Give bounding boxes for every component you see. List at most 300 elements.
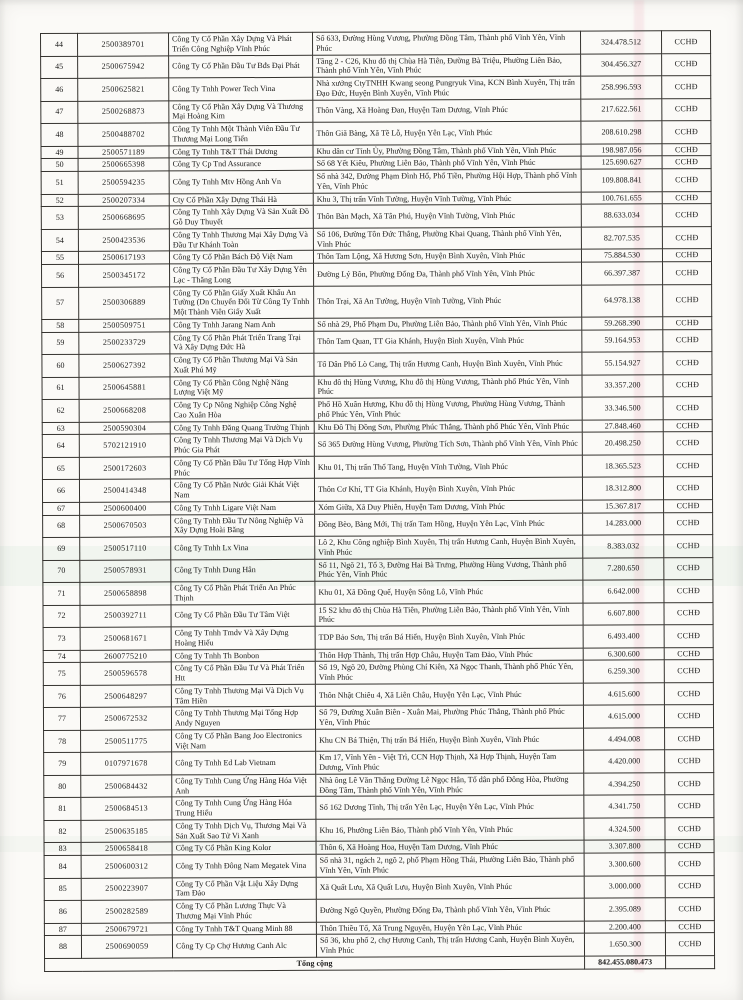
code-cell: CCHĐ — [664, 557, 713, 580]
company-name-cell: Công Ty Cổ Phần Lương Thực Và Thương Mại Vĩnh Phúc — [172, 899, 316, 922]
amount-cell: 59.164.953 — [582, 329, 663, 352]
code-cell: CCHĐ — [664, 602, 713, 625]
company-name-cell: Công Ty Tnhh Mtv Hồng Anh Vn — [169, 170, 313, 193]
table-body — [41, 31, 715, 959]
table-row — [43, 660, 713, 685]
tax-id-cell: 2500679721 — [81, 922, 172, 935]
company-name-cell: Công Ty Tnhh Xây Dựng Và Sản Xuất Đồ Gỗ Duy Thuyết — [169, 206, 313, 229]
company-name-cell: Công Ty Tnhh Đăng Quang Trường Thịnh — [170, 421, 314, 434]
company-name-cell: Công Ty Cổ Phần Bang Joo Electronics Việt Nam — [172, 729, 316, 752]
code-cell: CCHĐ — [662, 204, 711, 227]
tax-id-cell: 2500600312 — [81, 855, 172, 878]
code-cell: CCHĐ — [663, 432, 712, 455]
row-number-cell: 73 — [43, 627, 80, 650]
row-number-cell: 85 — [44, 878, 81, 901]
address-cell: Số nhà 342, Đường Phạm Đình Hổ, Phố Tiền, Phường Hội Hợp, Thành phố Vĩnh Yên, Vĩnh Phúc — [313, 169, 581, 193]
address-cell: Khu 16, Phường Liên Bảo, Thành phố Vĩnh Yên, Vĩnh Phúc — [316, 818, 584, 842]
code-cell: CCHĐ — [664, 580, 713, 603]
address-cell: Km 17, Vĩnh Yên - Việt Trì, CCN Hợp Thịnh, Xã Hợp Thịnh, Huyện Tam Dương, Vĩnh Phúc — [316, 750, 584, 774]
address-cell: Thôn Thiều Tổ, Xã Trung Nguyên, Huyện Yên Lạc, Vĩnh Phúc — [316, 921, 584, 935]
company-name-cell: Công Ty Tnhh Thương Mại Xây Dựng Và Đầu Tư Khánh Toàn — [169, 228, 313, 251]
company-name-cell: Cty Cổ Phần Xây Dựng Thái Hà — [169, 193, 313, 206]
tax-id-cell: 2500658898 — [80, 582, 171, 605]
address-cell: Đường Lý Bôn, Phường Đống Đa, Thành phố Vĩnh Yên, Vĩnh Phúc — [314, 262, 582, 286]
address-cell: Nhà xưởng CtyTNHH Kwang seong Pungryuk Vina, KCN Bình Xuyên, Thị trấn Đạo Đức, Huyện Bình Xuyên, Vĩnh Phúc — [313, 76, 581, 100]
address-cell: Số 162 Dương Tĩnh, Thị trấn Yên Lạc, Huyện Yên Lạc, Vĩnh Phúc — [316, 795, 584, 819]
row-number-cell: 61 — [42, 377, 79, 400]
company-name-cell: Công Ty Cổ Phần Đầu Tư Tâm Việt — [171, 604, 315, 627]
amount-cell: 64.978.138 — [582, 284, 663, 317]
amount-cell: 55.154.927 — [582, 352, 663, 375]
amount-cell: 4.324.500 — [584, 818, 665, 841]
code-cell: CCHĐ — [661, 31, 710, 54]
company-name-cell: Công Ty Tnhh Th Bonbon — [171, 649, 315, 662]
company-name-cell: Công Ty Cổ Phần Xây Dựng Và Phát Triển Công Nghiệp Vĩnh Phúc — [169, 32, 313, 55]
row-number-cell: 64 — [42, 435, 79, 458]
table-row — [44, 772, 714, 797]
code-cell: CCHĐ — [665, 840, 714, 853]
code-cell: CCHĐ — [665, 772, 714, 795]
company-name-cell: Công Ty Tnhh Jarang Nam Anh — [170, 318, 314, 331]
amount-cell: 18.312.800 — [582, 477, 663, 500]
address-cell: Số nhà 29, Phố Phạm Du, Phường Liên Bảo, Thành phố Vĩnh Yên, Vĩnh Phúc — [314, 317, 582, 331]
code-cell: CCHĐ — [663, 284, 712, 316]
company-name-cell: Công Ty Cổ Phần Đầu Tư Bđs Đại Phát — [169, 55, 313, 78]
address-cell: Số 19, Ngõ 20, Đường Phùng Chí Kiên, Xã Ngọc Thanh, Thành phố Phúc Yên, Vĩnh Phúc — [315, 660, 583, 684]
code-cell: CCHĐ — [663, 316, 712, 329]
row-number-cell: 87 — [44, 923, 81, 936]
tax-id-cell: 2500590304 — [79, 421, 170, 434]
table-row — [41, 98, 711, 123]
row-number-cell: 74 — [43, 650, 80, 663]
table-row — [44, 795, 714, 820]
code-cell: CCHĐ — [663, 374, 712, 397]
code-cell: CCHĐ — [662, 226, 711, 249]
total-amount: 842.455.080.473 — [585, 956, 666, 969]
table-area — [40, 30, 714, 971]
amount-cell: 198.987.056 — [581, 143, 662, 156]
row-number-cell: 86 — [44, 900, 81, 923]
table-row — [43, 557, 713, 582]
tax-id-cell: 2500690059 — [81, 935, 172, 958]
row-number-cell: 75 — [43, 663, 80, 686]
table-row — [43, 625, 713, 650]
company-name-cell: Công Ty Cổ Phần Công Nghệ Năng Lượng Việt Mỹ — [170, 376, 314, 399]
table-row — [44, 933, 714, 958]
table-row — [43, 580, 713, 605]
amount-cell: 20.498.250 — [582, 432, 663, 455]
code-cell: CCHĐ — [664, 682, 713, 705]
tax-id-cell: 2500672532 — [80, 707, 171, 730]
tax-id-cell: 2500233729 — [79, 331, 170, 354]
address-cell: TDP Bảo Sơn, Thị trấn Bá Hiến, Huyện Bình Xuyên, Vĩnh Phúc — [315, 625, 583, 649]
tax-id-cell: 2500509751 — [79, 319, 170, 332]
row-number-cell: 47 — [41, 101, 78, 124]
table-row — [44, 875, 714, 900]
tax-id-cell: 2500625821 — [78, 78, 169, 101]
amount-cell: 6.607.800 — [583, 602, 664, 625]
tax-id-cell: 2500668208 — [79, 399, 170, 422]
company-name-cell: Công Ty Tnhh Dung Hân — [171, 559, 315, 582]
tax-id-cell: 2500392711 — [80, 604, 171, 627]
tax-id-cell: 2500389701 — [78, 33, 169, 56]
amount-cell: 6.259.300 — [583, 660, 664, 683]
table-row — [42, 329, 712, 354]
company-name-cell: Công Ty Cổ Phần Phát Triển An Phúc Thịnh — [171, 581, 315, 604]
table-row — [43, 682, 713, 707]
row-number-cell: 76 — [43, 685, 80, 708]
row-number-cell: 80 — [44, 775, 81, 798]
tax-id-cell: 2500223907 — [81, 877, 172, 900]
enforced-taxpayer-table — [40, 30, 715, 971]
amount-cell: 88.633.034 — [581, 204, 662, 227]
table-row — [43, 705, 713, 730]
tax-id-cell: 2500517110 — [80, 537, 171, 560]
amount-cell: 4.494.008 — [584, 728, 665, 751]
company-name-cell: Công Ty Cp Nông Nghiệp Công Nghệ Cao Xuân Hòa — [170, 398, 314, 421]
amount-cell: 324.478.512 — [580, 31, 661, 54]
code-cell: CCHĐ — [664, 660, 713, 683]
row-number-cell: 48 — [41, 123, 78, 146]
company-name-cell: Công Ty Cổ Phần Đầu Tư Tổng Hợp Vĩnh Phúc — [170, 456, 314, 479]
tax-id-cell: 5702121910 — [79, 434, 170, 457]
row-number-cell: 63 — [42, 422, 79, 435]
amount-cell: 15.367.817 — [583, 500, 664, 513]
amount-cell: 100.761.655 — [581, 191, 662, 204]
company-name-cell: Công Ty Tnhh Thương Mại Và Dịch Vụ Tâm Hiền — [171, 684, 315, 707]
tax-id-cell: 2500511775 — [81, 730, 172, 753]
total-code-cell-empty — [666, 955, 715, 968]
row-number-cell: 49 — [41, 146, 78, 159]
address-cell: Số 365 Đường Hùng Vương, Phường Tích Sơn, Thành phố Vĩnh Yên, Vĩnh Phúc — [314, 432, 582, 456]
address-cell: Khu đô thị Hùng Vương, Khu đô thị Hùng Vương, Thành phố Phúc Yên, Vĩnh Phúc — [314, 375, 582, 399]
company-name-cell: Công Ty Tnhh Thương Mại Và Dịch Vụ Phúc Gia Phát — [170, 434, 314, 457]
tax-id-cell: 2500665398 — [78, 158, 169, 171]
code-cell: CCHĐ — [663, 477, 712, 500]
company-name-cell: Công Ty Cổ Phần Giấy Xuất Khẩu An Tường (Dn Chuyển Đổi Từ Công Ty Tnhh Một Thành Viên Giấy Xuất — [170, 286, 314, 319]
address-cell: Số nhà 31, ngách 2, ngõ 2, phố Phạm Hồng Thái, Phường Liên Bảo, Thành phố Vĩnh Yên, Vĩnh Phúc — [316, 853, 584, 877]
row-number-cell: 82 — [44, 820, 81, 843]
address-cell: Lô 2, Khu Công nghiệp Bình Xuyên, Thị trấn Hương Canh, Huyện Bình Xuyên, Vĩnh Phúc — [315, 535, 583, 559]
table-row — [42, 352, 712, 377]
tax-id-cell: 2500571189 — [78, 145, 169, 158]
tax-id-cell: 2500578931 — [80, 559, 171, 582]
code-cell: CCHĐ — [664, 705, 713, 728]
row-number-cell: 59 — [42, 332, 79, 355]
address-cell: Thôn Vàng, Xã Hoàng Đan, Huyện Tam Dương, Vĩnh Phúc — [313, 99, 581, 123]
tax-id-cell: 2500268873 — [78, 100, 169, 123]
amount-cell: 4.394.250 — [584, 773, 665, 796]
table-row — [41, 31, 711, 56]
row-number-cell: 88 — [44, 936, 81, 959]
address-cell: Số 36, khu phố 2, chợ Hương Canh, Thị trấn Hương Canh, Huyện Bình Xuyên, Vĩnh Phúc — [316, 933, 584, 957]
amount-cell: 4.341.750 — [584, 795, 665, 818]
tax-id-cell: 2500684513 — [81, 797, 172, 820]
amount-cell: 208.610.298 — [581, 121, 662, 144]
company-name-cell: Công Ty Cổ Phần Xây Dựng Và Thương Mại Hoàng Kim — [169, 100, 313, 123]
code-cell: CCHĐ — [665, 750, 714, 773]
company-name-cell: Công Ty Cp Tnd Assurance — [169, 158, 313, 171]
amount-cell: 2.200.400 — [584, 920, 665, 933]
amount-cell: 217.622.561 — [581, 98, 662, 121]
code-cell: CCHĐ — [663, 329, 712, 352]
amount-cell: 304.456.327 — [581, 53, 662, 76]
company-name-cell: Công Ty Cổ Phần Đầu Tư Xây Dựng Yên Lạc - Thăng Long — [170, 263, 314, 286]
tax-id-cell: 2500345172 — [79, 264, 170, 287]
amount-cell: 7.280.650 — [583, 557, 664, 580]
amount-cell: 3.000.000 — [584, 875, 665, 898]
row-number-cell: 84 — [44, 855, 81, 878]
company-name-cell: Công Ty Tnhh Cung Ứng Hàng Hóa Trung Hiếu — [172, 797, 316, 820]
amount-cell: 33.346.500 — [582, 397, 663, 420]
company-name-cell: Công Ty Tnhh Lx Vina — [171, 536, 315, 559]
address-cell: Khu dân cư Tỉnh Ủy, Phường Đồng Tâm, Thành phố Vĩnh Yên, Vĩnh Phúc — [313, 144, 581, 158]
company-name-cell: Công Ty Tnhh Một Thành Viên Đầu Tư Thương Mại Long Tiến — [169, 122, 313, 145]
row-number-cell: 60 — [42, 354, 79, 377]
row-number-cell: 67 — [43, 502, 80, 515]
row-number-cell: 66 — [42, 480, 79, 503]
row-number-cell: 52 — [41, 194, 78, 207]
tax-id-cell: 2500306889 — [79, 286, 170, 319]
code-cell: CCHĐ — [665, 853, 714, 876]
row-number-cell: 83 — [44, 843, 81, 856]
tax-id-cell: 2500488702 — [78, 123, 169, 146]
code-cell: CCHĐ — [665, 933, 714, 956]
address-cell: Khu 01, Xã Đồng Quế, Huyện Sông Lô, Vĩnh Phúc — [315, 580, 583, 604]
tax-id-cell: 2500596578 — [80, 662, 171, 685]
table-row — [42, 284, 712, 319]
tax-id-cell: 2500684432 — [81, 775, 172, 798]
amount-cell: 3.307.800 — [584, 840, 665, 853]
code-cell: CCHĐ — [663, 454, 712, 477]
row-number-cell: 68 — [43, 515, 80, 538]
code-cell: CCHĐ — [665, 920, 714, 933]
table-row — [43, 535, 713, 560]
company-name-cell: Công Ty Cổ Phần Đầu Tư Và Phát Triển Htt — [171, 662, 315, 685]
total-label: Tổng cộng — [45, 956, 585, 971]
amount-cell: 1.650.300 — [584, 933, 665, 956]
address-cell: Thôn Hợp Thành, Thị trấn Hợp Châu, Huyện Tam Đảo, Vĩnh Phúc — [315, 648, 583, 662]
table-row — [44, 727, 714, 752]
address-cell: Tầng 2 - C26, Khu đô thị Chùa Hà Tiên, Đường Bà Triệu, Phường Liên Bảo, Thành phố Vĩnh Yên, Vĩnh Phúc — [313, 54, 581, 78]
table-row — [42, 432, 712, 457]
row-number-cell: 81 — [44, 798, 81, 821]
code-cell: CCHĐ — [662, 143, 711, 156]
row-number-cell: 44 — [41, 33, 78, 56]
tax-id-cell: 2500414348 — [79, 479, 170, 502]
amount-cell: 8.383.032 — [583, 535, 664, 558]
row-number-cell: 77 — [43, 708, 80, 731]
tax-id-cell: 2500645881 — [79, 376, 170, 399]
address-cell: Đường Ngô Quyền, Phường Đống Đa, Thành phố Vĩnh Yên, Vĩnh Phúc — [316, 898, 584, 922]
company-name-cell: Công Ty Cổ Phần Vật Liệu Xây Dựng Tam Đảo — [172, 877, 316, 900]
amount-cell: 125.690.627 — [581, 156, 662, 169]
amount-cell: 75.884.530 — [581, 249, 662, 262]
amount-cell: 4.420.000 — [584, 750, 665, 773]
code-cell: CCHĐ — [662, 169, 711, 192]
address-cell: Thôn Cơ Khí, TT Gia Khánh, Huyện Bình Xuyên, Vĩnh Phúc — [314, 477, 582, 501]
tax-id-cell: 2500207334 — [78, 193, 169, 206]
company-name-cell: Công Ty Tnhh Cung Ứng Hàng Hóa Việt Anh — [172, 774, 316, 797]
address-cell: Thôn Bàn Mạch, Xã Tân Phú, Huyện Vĩnh Tường, Vĩnh Phúc — [313, 204, 581, 228]
address-cell: Thôn Giã Bàng, Xã Tề Lỗ, Huyện Yên Lạc, Vĩnh Phúc — [313, 121, 581, 145]
code-cell: CCHĐ — [663, 397, 712, 420]
address-cell: Số 106, Đường Tôn Đức Thắng, Phường Khai Quang, Thành phố Vĩnh Yên, Vĩnh Phúc — [313, 227, 581, 251]
table-row — [44, 898, 714, 923]
row-number-cell: 45 — [41, 56, 78, 79]
table-row — [44, 853, 714, 878]
company-name-cell: Công Ty Cổ Phần Phát Triển Trang Trại Và Xây Dựng Đức Hà — [170, 331, 314, 354]
amount-cell: 2.395.089 — [584, 898, 665, 921]
tax-id-cell: 2500635185 — [81, 820, 172, 843]
table-row — [41, 169, 711, 194]
tax-id-cell: 2500617193 — [78, 251, 169, 264]
code-cell: CCHĐ — [662, 76, 711, 99]
table-row — [41, 121, 711, 146]
table-row — [42, 454, 712, 479]
table-row — [41, 226, 711, 251]
company-name-cell: Công Ty Tnhh Đầu Tư Nông Nghiệp Và Xây Dựng Hoài Băng — [171, 514, 315, 537]
amount-cell: 66.397.387 — [582, 262, 663, 285]
row-number-cell: 50 — [41, 159, 78, 172]
table-row — [42, 262, 712, 287]
code-cell: CCHĐ — [662, 53, 711, 76]
code-cell: CCHĐ — [664, 512, 713, 535]
code-cell: CCHĐ — [662, 121, 711, 144]
tax-id-cell: 2600775210 — [80, 649, 171, 662]
code-cell: CCHĐ — [665, 898, 714, 921]
company-name-cell: Công Ty Cổ Phần King Kolor — [172, 842, 316, 855]
row-number-cell: 57 — [42, 287, 79, 319]
tax-id-cell: 2500172603 — [79, 457, 170, 480]
address-cell: Khu CN Bá Thiện, Thị trấn Bá Hiến, Huyện Bình Xuyên, Vĩnh Phúc — [316, 728, 584, 752]
code-cell: CCHĐ — [662, 98, 711, 121]
address-cell: Số 68 Yết Kiêu, Phường Liên Bảo, Thành phố Vĩnh Yên, Vĩnh Phúc — [313, 156, 581, 170]
code-cell: CCHĐ — [662, 156, 711, 169]
amount-cell: 14.283.000 — [583, 512, 664, 535]
code-cell: CCHĐ — [663, 352, 712, 375]
code-cell: CCHĐ — [664, 499, 713, 512]
row-number-cell: 65 — [42, 457, 79, 480]
row-number-cell: 71 — [43, 582, 80, 605]
table-row — [44, 750, 714, 775]
row-number-cell: 53 — [41, 207, 78, 230]
table-row — [42, 397, 712, 422]
address-cell: Thôn Nhật Chiêu 4, Xã Liên Châu, Huyện Yên Lạc, Vĩnh Phúc — [315, 683, 583, 707]
row-number-cell: 69 — [43, 537, 80, 560]
tax-id-cell: 2500627392 — [79, 354, 170, 377]
amount-cell: 4.615.600 — [583, 683, 664, 706]
company-name-cell: Công Ty Tnhh Ed Lab Vietnam — [172, 752, 316, 775]
total-row — [45, 955, 715, 971]
amount-cell: 18.365.523 — [582, 455, 663, 478]
code-cell: CCHĐ — [662, 191, 711, 204]
code-cell: CCHĐ — [664, 647, 713, 660]
table-row — [42, 477, 712, 502]
row-number-cell: 70 — [43, 560, 80, 583]
row-number-cell: 46 — [41, 78, 78, 101]
company-name-cell: Công Ty Cổ Phần Nước Giải Khát Việt Nam — [170, 479, 314, 502]
row-number-cell: 54 — [41, 229, 78, 252]
table-row — [43, 602, 713, 627]
table-row — [41, 76, 711, 101]
amount-cell: 27.848.460 — [582, 419, 663, 432]
row-number-cell: 56 — [42, 264, 79, 287]
company-name-cell: Công Ty Tnhh Thương Mại Tổng Hợp Andy Nguyen — [171, 707, 315, 730]
tax-id-cell: 0107971678 — [81, 752, 172, 775]
company-name-cell: Công Ty Tnhh Power Tech Vina — [169, 77, 313, 100]
row-number-cell: 51 — [41, 171, 78, 194]
address-cell: Thôn 6, Xã Hoàng Hoa, Huyện Tam Dương, Vĩnh Phúc — [316, 840, 584, 854]
code-cell: CCHĐ — [664, 535, 713, 558]
address-cell: Số 79, Đường Xuân Biên - Xuân Mai, Phường Phúc Thắng, Thành phố Phúc Yên, Vĩnh Phúc — [315, 705, 583, 729]
amount-cell: 258.996.593 — [581, 76, 662, 99]
row-number-cell: 78 — [44, 730, 81, 753]
tax-id-cell: 2500658418 — [81, 842, 172, 855]
amount-cell: 4.615.000 — [583, 705, 664, 728]
company-name-cell: Công Ty Cổ Phần Bách Độ Việt Nam — [169, 251, 313, 264]
row-number-cell: 62 — [42, 399, 79, 422]
table-row — [44, 817, 714, 842]
company-name-cell: Công Ty Tnhh Tmdv Và Xây Dựng Hoàng Hiếu — [171, 626, 315, 649]
table-row — [42, 374, 712, 399]
address-cell: Đồng Bèo, Bàng Mới, Thị trấn Tam Hồng, Huyện Yên Lạc, Vĩnh Phúc — [315, 513, 583, 537]
amount-cell: 109.808.841 — [581, 169, 662, 192]
address-cell: 15 S2 khu đô thị Chùa Hà Tiên, Phường Liên Bảo, Thành phố Vĩnh Yên, Vĩnh Phúc — [315, 603, 583, 627]
address-cell: Số 633, Đường Hùng Vương, Phường Đồng Tâm, Thành phố Vĩnh Yên, Vĩnh Phúc — [312, 31, 580, 55]
amount-cell: 6.300.600 — [583, 647, 664, 660]
address-cell: Tổ Dân Phố Lò Cang, Thị trấn Hương Canh, Huyện Bình Xuyên, Vĩnh Phúc — [314, 352, 582, 376]
company-name-cell: Công Ty Tnhh T&T Quang Minh 88 — [172, 922, 316, 935]
code-cell: CCHĐ — [665, 817, 714, 840]
address-cell: Nhà ông Lê Văn Thắng Đường Lê Ngọc Hân, Tổ dân phố Đông Hòa, Phường Đồng Tâm, Thành phố Vĩnh Yên, Vĩnh Phúc — [316, 773, 584, 797]
company-name-cell: Công Ty Tnhh Dịch Vụ, Thương Mại Và Sản Xuất Sao Tử Vi Xanh — [172, 819, 316, 842]
table-row — [41, 204, 711, 229]
company-name-cell: Công Ty Tnhh T&T Thái Dương — [169, 145, 313, 158]
amount-cell: 59.268.390 — [582, 317, 663, 330]
table-row — [43, 512, 713, 537]
tax-id-cell: 2500670503 — [80, 514, 171, 537]
address-cell: Thôn Trại, Xã An Tường, Huyện Vĩnh Tường, Vĩnh Phúc — [314, 285, 582, 318]
code-cell: CCHĐ — [664, 625, 713, 648]
amount-cell: 82.707.535 — [581, 227, 662, 250]
address-cell: Khu 3, Thị trấn Vĩnh Tường, Huyện Vĩnh Tường, Vĩnh Phúc — [313, 192, 581, 206]
tax-id-cell: 2500648297 — [80, 685, 171, 708]
company-name-cell: Công Ty Tnhh Ligare Việt Nam — [171, 501, 315, 514]
code-cell: CCHĐ — [665, 795, 714, 818]
amount-cell: 6.493.400 — [583, 625, 664, 648]
address-cell: Thôn Tam Lộng, Xã Hương Sơn, Huyện Bình Xuyên, Vĩnh Phúc — [313, 249, 581, 263]
code-cell: CCHĐ — [665, 875, 714, 898]
address-cell: Khu 01, Thị trấn Thổ Tang, Huyện Vĩnh Tường, Vĩnh Phúc — [314, 455, 582, 479]
company-name-cell: Công Ty Cp Chợ Hương Canh Alc — [172, 935, 316, 958]
row-number-cell: 79 — [44, 753, 81, 776]
address-cell: Thôn Tam Quan, TT Gia Khánh, Huyện Bình Xuyên, Vĩnh Phúc — [314, 330, 582, 354]
address-cell: Xã Quất Lưu, Xã Quất Lưu, Huyện Bình Xuyên, Vĩnh Phúc — [316, 876, 584, 900]
amount-cell: 3.300.600 — [584, 853, 665, 876]
row-number-cell: 72 — [43, 605, 80, 628]
row-number-cell: 58 — [42, 319, 79, 332]
code-cell: CCHĐ — [665, 727, 714, 750]
amount-cell: 33.357.200 — [582, 374, 663, 397]
company-name-cell: Công Ty Cổ Phần Thương Mại Và Sản Xuất Phú Mỹ — [170, 353, 314, 376]
address-cell: Xóm Giữa, Xã Duy Phiên, Huyện Tam Dương, Vĩnh Phúc — [315, 500, 583, 514]
code-cell: CCHĐ — [663, 262, 712, 285]
tax-id-cell: 2500282589 — [81, 900, 172, 923]
tax-id-cell: 2500423536 — [78, 229, 169, 252]
tax-id-cell: 2500594235 — [78, 171, 169, 194]
tax-id-cell: 2500675942 — [78, 55, 169, 78]
